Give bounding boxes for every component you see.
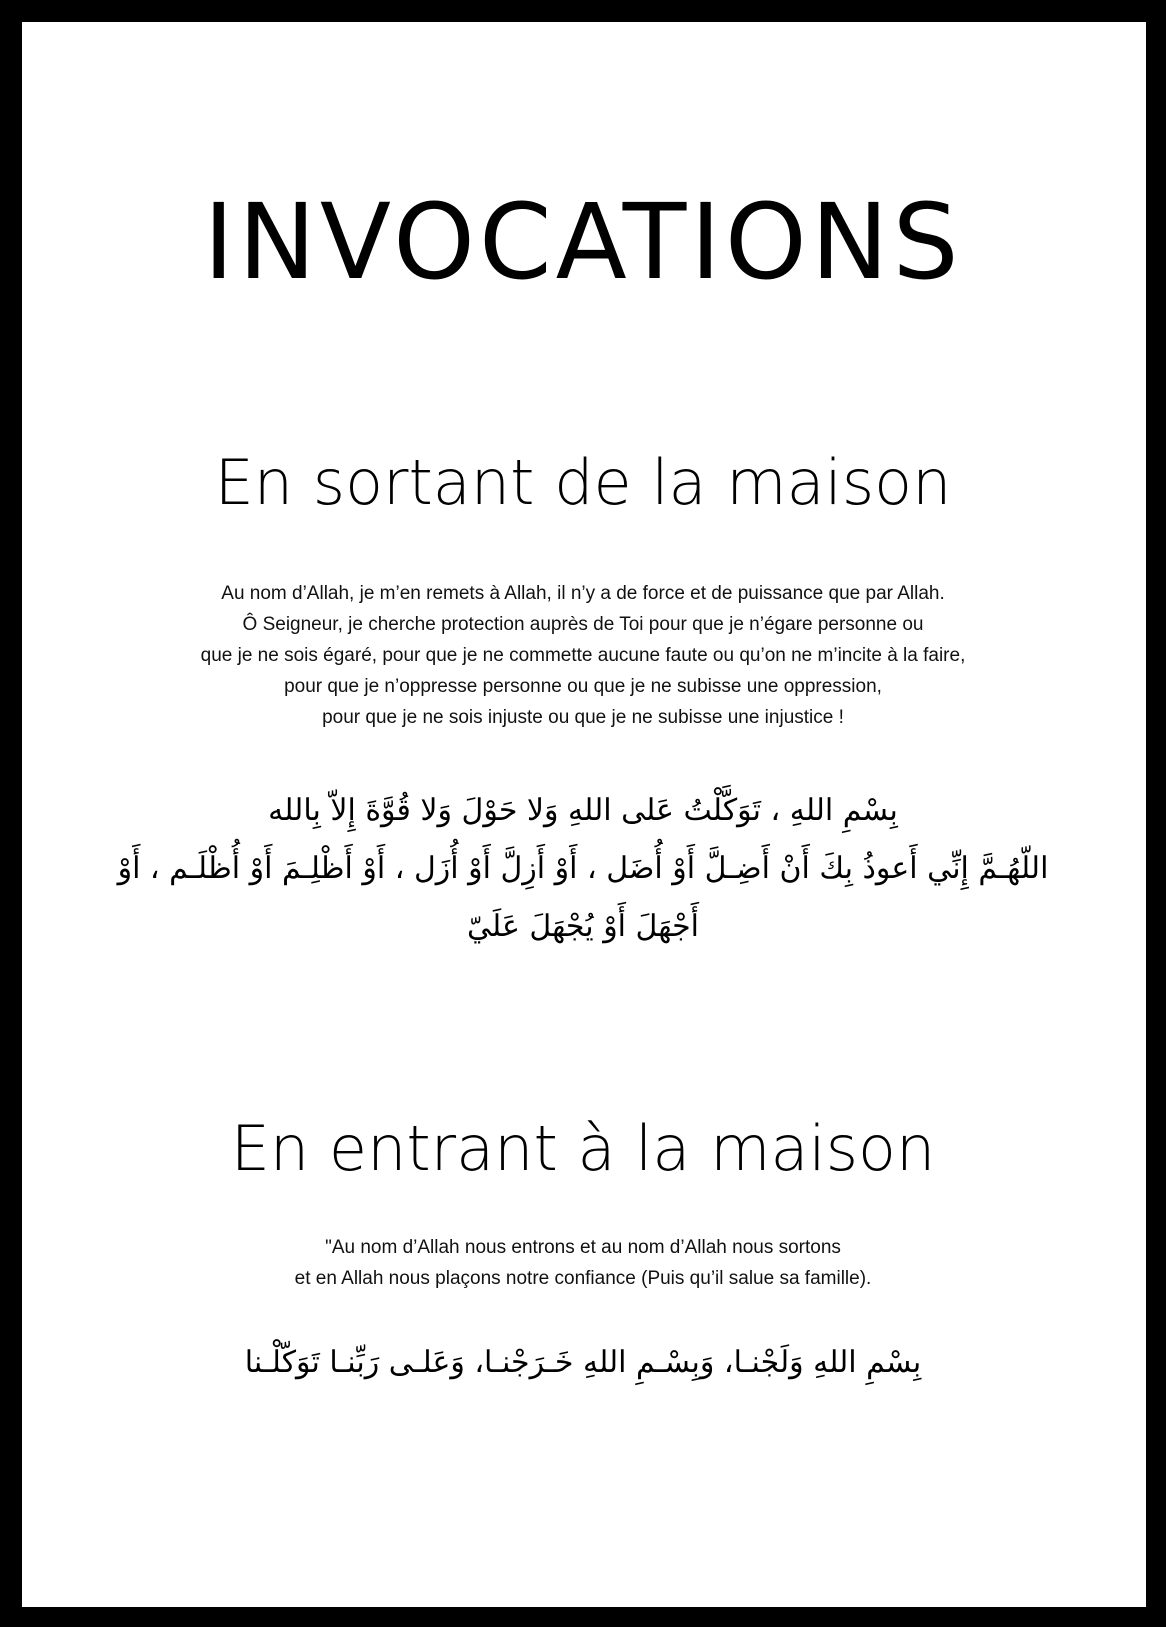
arabic-line: أَجْهَلَ أَوْ يُجْهَلَ عَلَيّ <box>467 909 699 944</box>
text-line: pour que je ne sois injuste ou que je ne subisse une injustice ! <box>322 707 844 728</box>
arabic-line: بِسْمِ اللهِ ، تَوَكَّلْتُ عَلى اللهِ وَلا حَوْلَ وَلا قُوَّةَ إِلاّ بِالله <box>268 793 898 828</box>
arabic-line: اللّهُـمَّ إِنِّي أَعوذُ بِكَ أَنْ أَضِـلَّ أَوْ أُضَل ، أَوْ أَزِلَّ أَوْ أُزَل ، أَوْ أَظْلِـمَ أَوْ أُظْلَـم ، أَوْ <box>117 851 1049 886</box>
arabic-text-entering <box>40 1334 1126 1392</box>
poster-title: INVOCATIONS <box>203 181 963 303</box>
text-line: Au nom d’Allah, je m’en remets à Allah, il n’y a de force et de puissance que par Allah. <box>221 583 945 604</box>
arabic-text-leaving <box>40 782 1126 956</box>
section-heading-leaving: En sortant de la maison <box>214 446 952 519</box>
arabic-line: بِسْمِ اللهِ وَلَجْنـا، وَبِسْـمِ اللهِ خَـرَجْنـا، وَعَلـى رَبِّنـا تَوَكّلْـنا <box>244 1345 922 1380</box>
text-line: pour que je n’oppresse personne ou que je ne subisse une oppression, <box>284 676 882 697</box>
text-line: Ô Seigneur, je cherche protection auprès de Toi pour que je n’égare personne ou <box>242 614 924 635</box>
text-line: que je ne sois égaré, pour que je ne commette aucune faute ou qu’on ne m’incite à la faire, <box>200 645 966 666</box>
section-heading-entering: En entrant à la maison <box>230 1112 936 1185</box>
text-line: "Au nom d’Allah nous entrons et au nom d’Allah nous sortons <box>325 1237 841 1258</box>
french-text-entering <box>0 1232 1166 1294</box>
text-line: et en Allah nous plaçons notre confiance (Puis qu’il salue sa famille). <box>294 1268 872 1289</box>
french-text-leaving <box>0 578 1166 733</box>
